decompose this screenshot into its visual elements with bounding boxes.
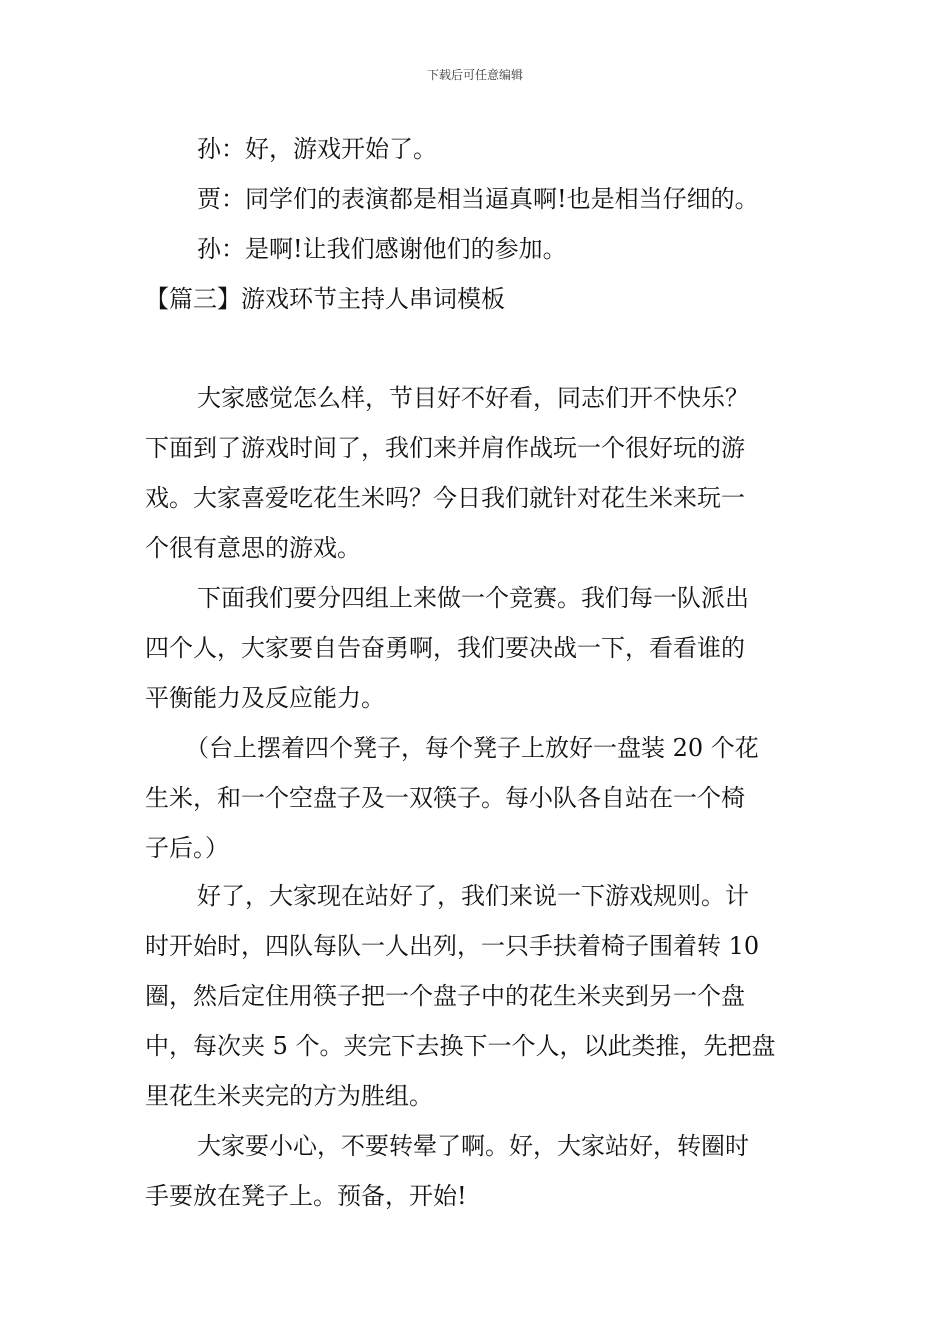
- paragraph-line: 圈，然后定住用筷子把一个盘子中的花生米夹到另一个盘: [145, 982, 745, 1010]
- paragraph-line: 时开始时，四队每队一人出列，一只手扶着椅子围着转 10: [145, 932, 760, 960]
- paragraph-line: 下面到了游戏时间了，我们来并肩作战玩一个很好玩的游: [145, 434, 745, 462]
- paragraph-line: 中，每次夹 5 个。夹完下去换下一个人，以此类推，先把盘: [145, 1032, 776, 1060]
- paragraph-line: 四个人，大家要自告奋勇啊，我们要决战一下，看看谁的: [145, 634, 745, 662]
- paragraph-line: 大家要小心，不要转晕了啊。好，大家站好，转圈时: [197, 1132, 749, 1160]
- paragraph-line: 下面我们要分四组上来做一个竞赛。我们每一队派出: [197, 584, 749, 612]
- paragraph-line: 戏。大家喜爱吃花生米吗？今日我们就针对花生米来玩一: [145, 484, 745, 512]
- paragraph-line: （台上摆着四个凳子，每个凳子上放好一盘装 20 个花: [185, 734, 759, 762]
- paragraph-line: 平衡能力及反应能力。: [145, 684, 385, 712]
- paragraph-line: 大家感觉怎么样，节目好不好看，同志们开不快乐？: [197, 384, 749, 412]
- section-title: 【篇三】游戏环节主持人串词模板: [145, 285, 505, 313]
- paragraph-line: 里花生米夹完的方为胜组。: [145, 1082, 433, 1110]
- paragraph-line: 个很有意思的游戏。: [145, 534, 361, 562]
- paragraph-line: 好了，大家现在站好了，我们来说一下游戏规则。计: [197, 882, 749, 910]
- paragraph-line: 子后。）: [145, 834, 229, 862]
- paragraph-line: 生米，和一个空盘子及一双筷子。每小队各自站在一个椅: [145, 784, 745, 812]
- dialogue-line-2: 贾：同学们的表演都是相当逼真啊!也是相当仔细的。: [197, 185, 759, 213]
- dialogue-line-1: 孙：好，游戏开始了。: [197, 135, 437, 163]
- paragraph-line: 手要放在凳子上。预备，开始!: [145, 1182, 467, 1210]
- page-header: 下载后可任意编辑: [426, 68, 523, 82]
- dialogue-line-3: 孙：是啊!让我们感谢他们的参加。: [197, 235, 567, 263]
